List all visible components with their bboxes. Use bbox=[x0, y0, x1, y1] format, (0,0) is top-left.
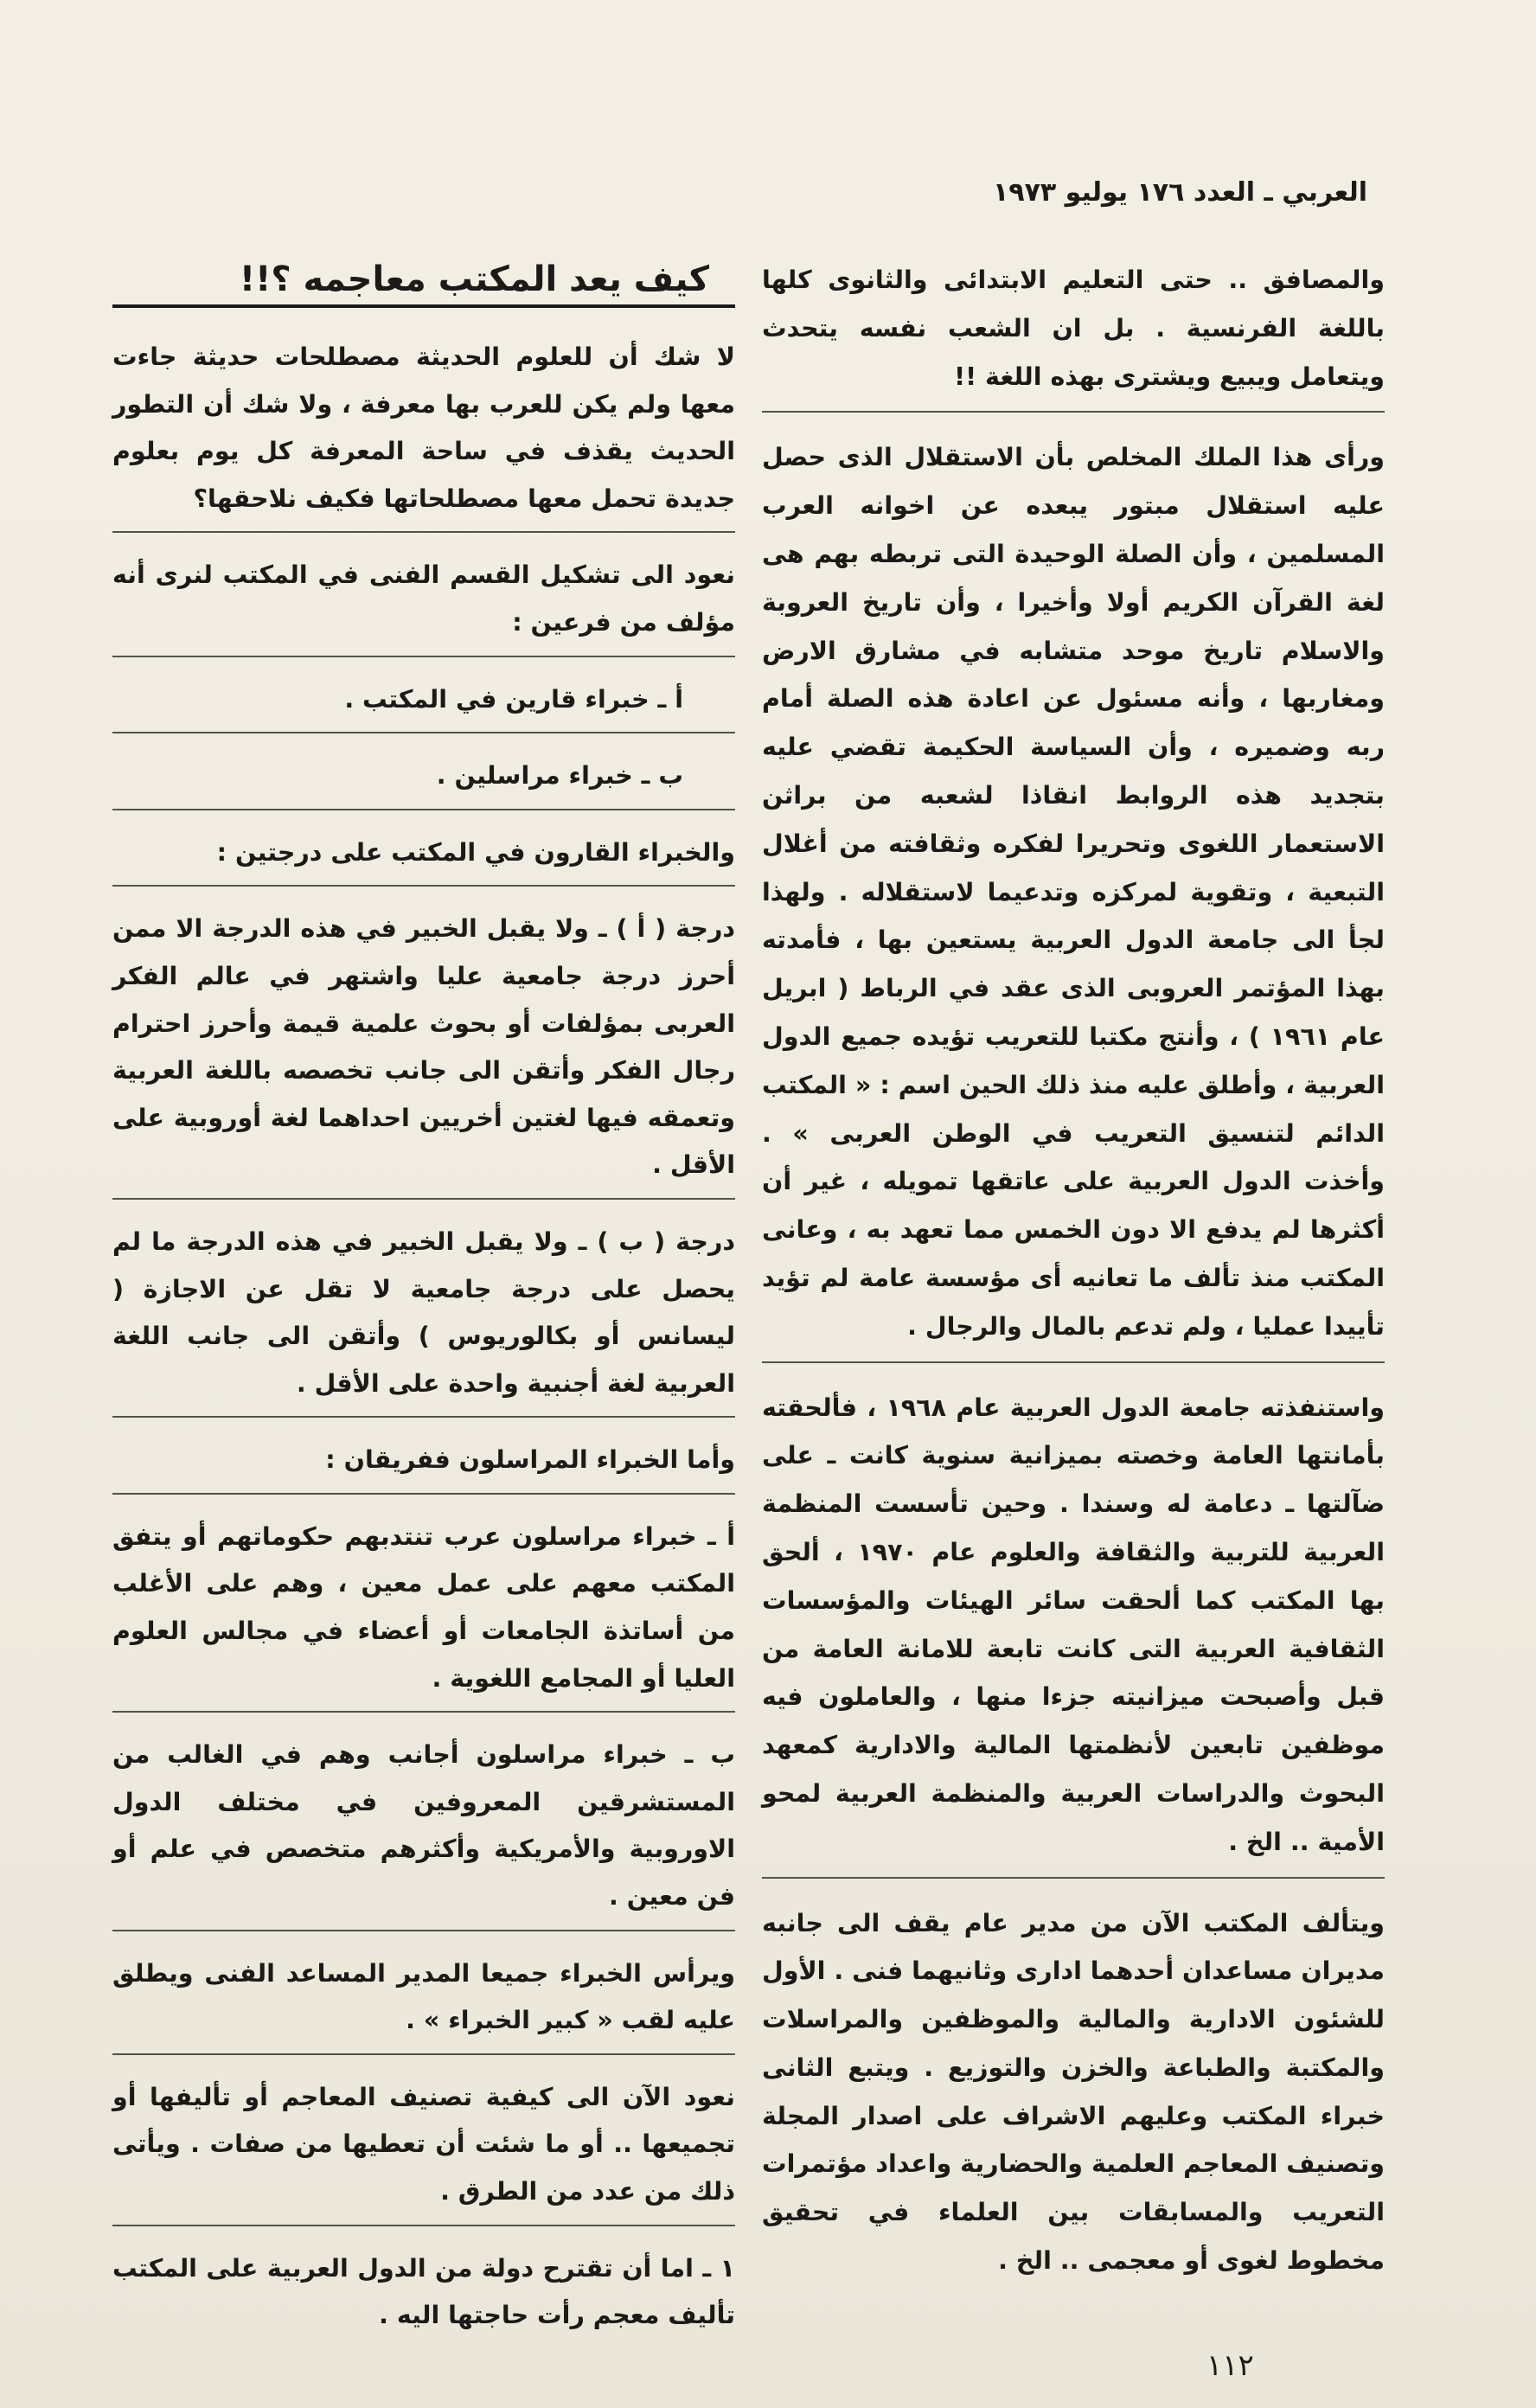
paragraph-divider bbox=[112, 1711, 735, 1713]
paragraph-divider bbox=[112, 2053, 735, 2055]
list-item: أ ـ خبراء قارين في المكتب . bbox=[344, 684, 683, 714]
paragraph-divider bbox=[762, 1361, 1385, 1363]
paragraph-divider bbox=[112, 1198, 735, 1200]
title-underline bbox=[112, 304, 735, 308]
paragraph: والمصافق .. حتى التعليم الابتدائى والثانوى كلها باللغة الفرنسية . بل ان الشعب نفسه يتحدث ويتعامل ويبيع ويشترى بهذه اللغة !! bbox=[762, 266, 1385, 391]
paragraph: لا شك أن للعلوم الحديثة مصطلحات حديثة جاءت معها ولم يكن للعرب بها معرفة ، ولا شك أن التطور الحديث يقذف في ساحة المعرفة كل يوم بعلوم جديدة تحمل معها مصطلحاتها فكيف نلاحقها؟ bbox=[112, 343, 735, 513]
paragraph: درجة ( أ ) ـ ولا يقبل الخبير في هذه الدرجة الا ممن أحرز درجة جامعية عليا واشتهر في عالم الفكر العربى بمؤلفات أو بحوث علمية قيمة وأحرز احترام رجال الفكر وأتقن الى جانب تخصصه باللغة العربية وتعمقه فيها لغتين أخريين احداهما لغة أوروبية على الأقل . bbox=[112, 914, 735, 1180]
paragraph: ورأى هذا الملك المخلص بأن الاستقلال الذى حصل عليه استقلال مبتور يبعده عن اخوانه العرب المسلمين ، وأن الصلة الوحيدة التى تربطه بهم هى لغة القرآن الكريم أولا وأخيرا ، وأن تاريخ العروبة والاسلام تاريخ موحد متشابه في مشارق الارض ومغاربها ، وأنه مسئول عن اعادة هذه الصلة أمام ربه وضميره ، وأن السياسة الحكيمة تقضي عليه بتجديد هذه الروابط انقاذا لشعبه من براثن الاستعمار اللغوى وتحريرا لفكره وثقافته من أغلال التبعية ، وتقوية لمركزه وتدعيما لاستقلاله . ولهذا لجأ الى جامعة الدول العربية يستعين بها ، فأمدته بهذا المؤتمر العروبى الذى عقد في الرباط ( ابريل عام ١٩٦١ ) ، وأنتج مكتبا للتعريب تؤيده جميع الدول العربية ، وأطلق عليه منذ ذلك الحين اسم : « المكتب الدائم لتنسيق التعريب في الوطن العربى » . وأخذت الدول العربية على عاتقها تمويله ، غير أن أكثرها لم يدفع الا دون الخمس مما تعهد به ، وعانى المكتب منذ تألف ما تعانيه أى مؤسسة عامة لم تؤيد تأييدا عمليا ، ولم تدعم بالمال والرجال . bbox=[762, 443, 1385, 1341]
paragraph: ويرأس الخبراء جميعا المدير المساعد الفنى ويطلق عليه لقب « كبير الخبراء » . bbox=[112, 1958, 735, 2035]
paragraph: ويتألف المكتب الآن من مدير عام يقف الى جانبه مديران مساعدان أحدهما ادارى وثانيهما فنى . الأول للشئون الادارية والمالية والموظفين والمراسلات والمكتبة والطباعة والخزن والتوزيع . ويتبع الثانى خبراء المكتب وعليهم الاشراف على اصدار المجلة وتصنيف المعاجم العلمية والحضارية واعداد مؤتمرات التعريب والمسابقات بين العلماء في تحقيق مخطوط لغوى أو معجمى .. الخ . bbox=[762, 1908, 1385, 2276]
left-column bbox=[112, 259, 735, 2340]
paragraph: ١ ـ اما أن تقترح دولة من الدول العربية على المكتب تأليف معجم رأت حاجتها اليه . bbox=[112, 2253, 735, 2330]
paragraph-divider bbox=[762, 411, 1385, 413]
paragraph: وأما الخبراء المراسلون ففريقان : bbox=[325, 1445, 735, 1475]
paragraph-divider bbox=[112, 1930, 735, 1931]
paragraph-divider bbox=[112, 2225, 735, 2226]
paragraph: أ ـ خبراء مراسلون عرب تنتدبهم حكوماتهم أو يتفق المكتب معهم على عمل معين ، وهم على الأغلب من أساتذة الجامعات أو أعضاء في مجالس العلوم العليا أو المجامع اللغوية . bbox=[112, 1521, 735, 1693]
section-title: كيف يعد المكتب معاجمه ؟!! bbox=[239, 259, 709, 299]
paragraph: ب ـ خبراء مراسلون أجانب وهم في الغالب من المستشرقين المعروفين في مختلف الدول الاوروبية والأمريكية وأكثرهم متخصص في علم أو فن معين . bbox=[112, 1740, 735, 1912]
paragraph-divider bbox=[112, 885, 735, 887]
paragraph: واستنفذته جامعة الدول العربية عام ١٩٦٨ ، فألحقته بأمانتها العامة وخصته بميزانية سنوية كانت ـ على ضآلتها ـ دعامة له وسندا . وحين تأسست المنظمة العربية للتربية والثقافة والعلوم عام ١٩٧٠ ، ألحق بها المكتب كما ألحقت سائر الهيئات والمؤسسات الثقافية العربية التى كانت تابعة للامانة العامة من قبل وأصبحت ميزانيته جزءا منها ، والعاملون فيه موظفين تابعين لأنظمتها المالية والادارية كمعهد البحوث والدراسات العربية والمنظمة العربية لمحو الأمية .. الخ . bbox=[762, 1393, 1385, 1856]
page-number: ١١٢ bbox=[1206, 2348, 1254, 2383]
paragraph-divider bbox=[762, 1877, 1385, 1879]
paragraph-divider bbox=[112, 1416, 735, 1418]
paragraph: والخبراء القارون في المكتب على درجتين : bbox=[216, 837, 735, 867]
running-head: العربي ـ العدد ١٧٦ يوليو ١٩٧٣ bbox=[992, 177, 1367, 208]
list-item: ب ـ خبراء مراسلين . bbox=[436, 761, 683, 791]
paragraph-divider bbox=[112, 809, 735, 810]
paragraph: نعود الآن الى كيفية تصنيف المعاجم أو تأليفها أو تجميعها .. أو ما شئت أن تعطيها من صفات . ويأتى ذلك من عدد من الطرق . bbox=[112, 2082, 735, 2206]
paragraph: درجة ( ب ) ـ ولا يقبل الخبير في هذه الدرجة ما لم يحصل على درجة جامعية لا تقل عن الاجازة ( ليسانس أو بكالوريوس ) وأتقن الى جانب اللغة العربية لغة أجنبية واحدة على الأقل . bbox=[112, 1226, 735, 1398]
paragraph-divider bbox=[112, 1493, 735, 1495]
paragraph-divider bbox=[112, 531, 735, 533]
paragraph-divider bbox=[112, 732, 735, 733]
right-column bbox=[762, 256, 1385, 2285]
paragraph: نعود الى تشكيل القسم الفنى في المكتب لنرى أنه مؤلف من فرعين : bbox=[112, 560, 735, 637]
paragraph-divider bbox=[112, 656, 735, 657]
